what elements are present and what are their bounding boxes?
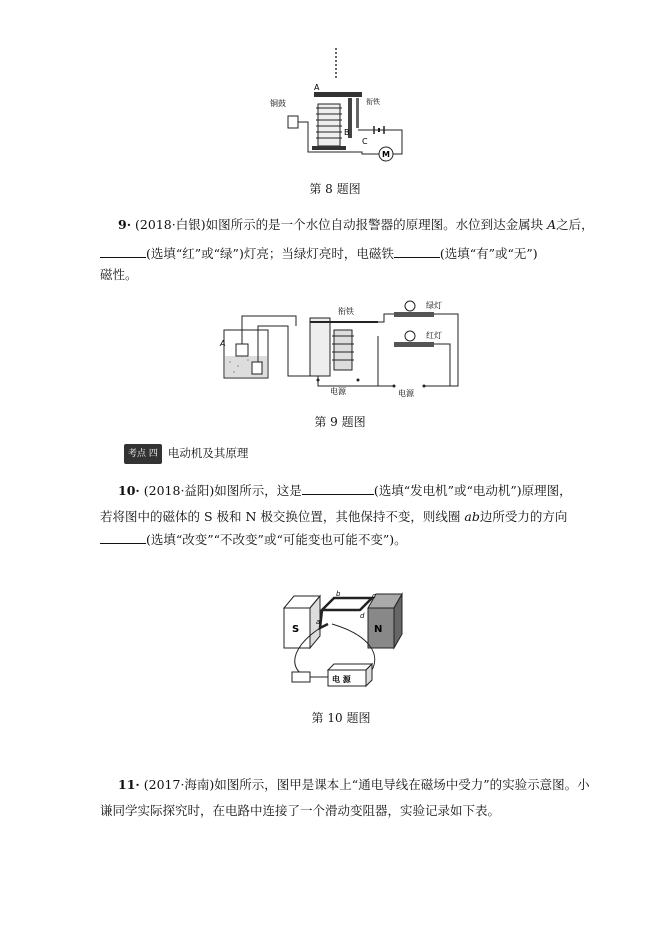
figure-8-diagram (262, 40, 412, 165)
figure-9-diagram (218, 296, 464, 400)
fig8-label-alarm: 铜鼓 (270, 99, 286, 108)
question-10-blank-1[interactable] (302, 481, 374, 495)
section-title: 电动机及其原理 (167, 446, 249, 460)
figure-10-diagram (276, 584, 406, 696)
figure-10 (276, 584, 406, 696)
figure-8 (262, 40, 412, 165)
question-10-text-2b: 边所受力的方向 (479, 509, 568, 524)
question-10-line-1: 10· (2018·益阳)如图所示，这是 (选填“发电机”或“电动机”)原理图， (118, 483, 572, 498)
question-11-line-2: 谦同学实际探究时，在电路中连接了一个滑动变阻器，实验记录如下表。 (100, 803, 501, 818)
fig9-label-armature: 衔铁 (338, 307, 354, 316)
figure-9-caption: 第 9 题图 (314, 415, 366, 429)
question-10-source: (2018·益阳) (143, 483, 215, 498)
question-10-number: 10 (118, 483, 136, 498)
question-9-line-3: 磁性。 (100, 267, 138, 282)
question-9-source: (2018·白银) (135, 217, 206, 232)
fig8-label-a: A (314, 83, 320, 92)
fig10-label-n: N (374, 624, 383, 635)
fig10-label-d: d (360, 612, 365, 620)
fig8-label-c: C (362, 137, 368, 146)
question-9-text-1: 如图所示的是一个水位自动报警器的原理图。水位到达金属块 (205, 217, 544, 232)
question-10-text-2a: 若将图中的磁体的 S 极和 N 极交换位置，其他保持不变，则线圈 (100, 509, 461, 524)
question-10-text-3: (选填“改变”“不改变”或“可能变也可能不变”)。 (146, 532, 407, 547)
question-10-text-1b: (选填“发电机”或“电动机”)原理图， (373, 483, 572, 498)
question-11-line-1: 11· (2017·海南)如图所示，图甲是课本上“通电导线在磁场中受力”的实验示意图。小 (118, 777, 590, 792)
question-9-var-a: A (547, 217, 557, 232)
fig10-label-b: b (336, 590, 341, 598)
figure-8-caption: 第 8 题图 (309, 182, 361, 196)
fig9-label-power-2: 电源 (398, 389, 414, 398)
question-9-text-1-end: 之后， (556, 217, 594, 232)
question-9-line-2 (100, 244, 538, 263)
question-9-line-1: 9· (2018·白银)如图所示的是一个水位自动报警器的原理图。水位到达金属块 A之后， (118, 217, 594, 232)
question-10-blank-2[interactable] (100, 530, 146, 544)
section-badge: 考点 四 (124, 444, 162, 464)
fig10-label-a: a (316, 618, 321, 626)
fig8-label-device: 衔铁 (366, 98, 380, 106)
question-9-number: 9 (118, 217, 127, 232)
figure-9 (218, 296, 464, 400)
fig9-label-green: 绿灯 (426, 301, 442, 310)
fig9-label-power-1: 电源 (330, 387, 346, 396)
question-10-var-ab: ab (464, 509, 480, 524)
question-11-number: 11 (118, 777, 136, 792)
fig8-label-m: M (382, 150, 390, 159)
question-9-blank-2[interactable] (394, 244, 440, 258)
fig8-label-b: B (344, 128, 350, 137)
fig9-label-a: A (220, 339, 226, 348)
figure-10-caption: 第 10 题图 (311, 711, 371, 725)
fig9-label-red: 红灯 (426, 331, 442, 340)
fig10-label-c: c (372, 592, 376, 600)
question-10-text-1a: 如图所示，这是 (214, 483, 302, 498)
fig10-label-battery: 电 源 (332, 675, 351, 684)
question-10-line-2 (100, 508, 567, 526)
fig10-label-s: S (292, 624, 300, 635)
question-9-text-2b: (选填“有”或“无”) (439, 246, 538, 261)
question-9-text-2a: (选填“红”或“绿”)灯亮；当绿灯亮时，电磁铁 (146, 246, 394, 261)
question-10-line-3 (100, 530, 407, 549)
section-header (124, 444, 248, 464)
question-9-blank-1[interactable] (100, 244, 146, 258)
question-11-text-1: 如图所示，图甲是课本上“通电导线在磁场中受力”的实验示意图。小 (214, 777, 590, 792)
question-11-source: (2017·海南) (143, 777, 215, 792)
